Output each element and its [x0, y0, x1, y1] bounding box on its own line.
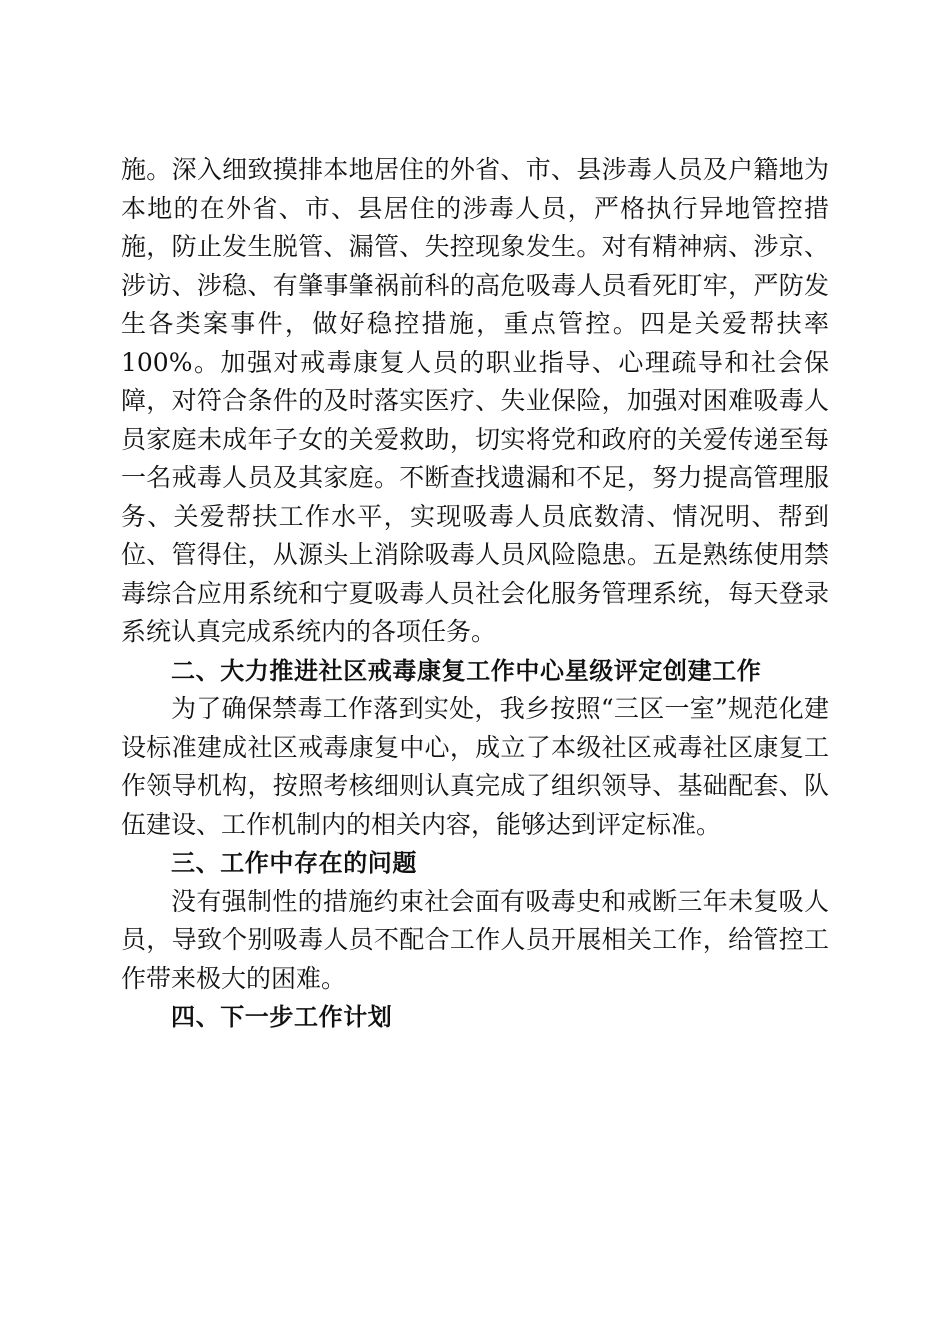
body-paragraph: 施。深入细致摸排本地居住的外省、市、县涉毒人员及户籍地为本地的在外省、市、县居住的涉毒人员，严格执行异地管控措施，防止发生脱管、漏管、失控现象发生。对有精神病、涉京、涉访、涉稳、有肇事肇祸前科的高危吸毒人员看死盯牢，严防发生各类案事件，做好稳控措施，重点管控。四是关爱帮扶率100%。加强对戒毒康复人员的职业指导、心理疏导和社会保障，对符合条件的及时落实医疗、失业保险，加强对困难吸毒人员家庭未成年子女的关爱救助，切实将党和政府的关爱传递至每一名戒毒人员及其家庭。不断查找遗漏和不足，努力提高管理服务、关爱帮扶工作水平，实现吸毒人员底数清、情况明、帮到位、管得住，从源头上消除吸毒人员风险隐患。五是熟练使用禁毒综合应用系统和宁夏吸毒人员社会化服务管理系统，每天登录系统认真完成系统内的各项任务。 — [121, 155, 829, 646]
body-paragraph: 没有强制性的措施约束社会面有吸毒史和戒断三年未复吸人员，导致个别吸毒人员不配合工作人员开展相关工作，给管控工作带来极大的困难。 — [121, 886, 829, 993]
section-heading: 四、下一步工作计划 — [171, 1003, 393, 1031]
body-paragraph: 为了确保禁毒工作落到实处，我乡按照“三区一室”规范化建设标准建成社区戒毒康复中心，成立了本级社区戒毒社区康复工作领导机构，按照考核细则认真完成了组织领导、基础配套、队伍建设、工作机制内的相关内容，能够达到评定标准。 — [121, 694, 829, 839]
section-heading: 二、大力推进社区戒毒康复工作中心星级评定创建工作 — [171, 656, 762, 685]
document-body — [121, 151, 829, 1037]
section-heading: 三、工作中存在的问题 — [171, 849, 417, 877]
